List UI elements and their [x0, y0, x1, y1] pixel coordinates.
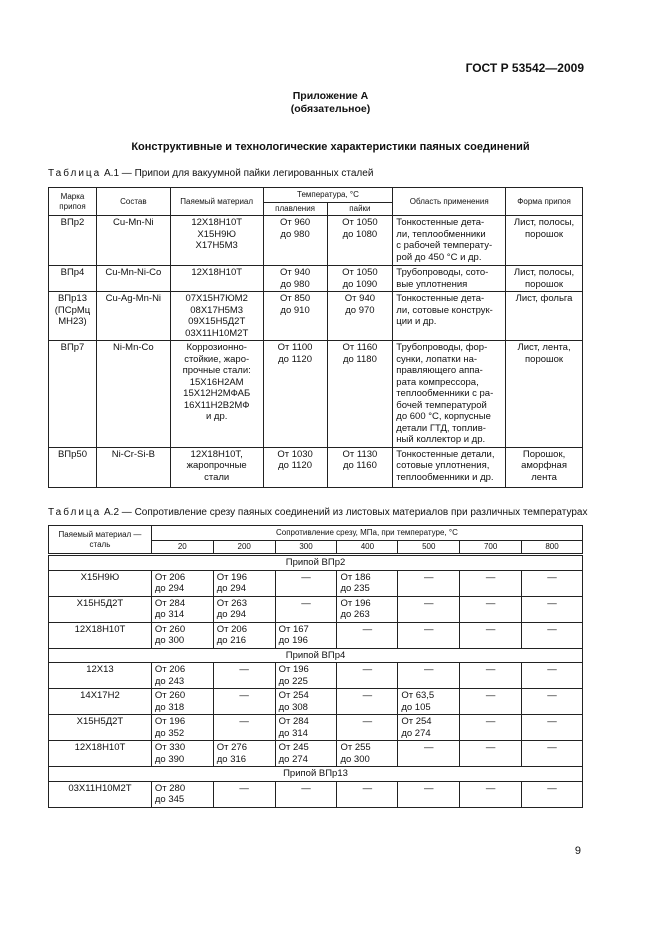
application-cell: Трубопроводы, фор- сунки, лопатки на- правляющего аппа- рата компрессора, теплообменники с ра- бочей температурой до 600 °С, корпусные детали ГТД, топлив- ный коллектор и др.	[393, 341, 506, 448]
melting-cell: От 960 до 980	[263, 216, 327, 266]
form-cell: Лист, фольга	[506, 292, 583, 341]
strength-cell: —	[398, 570, 460, 596]
strength-cell: От 254 до 274	[398, 715, 460, 741]
strength-cell: —	[337, 715, 398, 741]
strength-cell: —	[398, 741, 460, 767]
col-temperature: Температура, °С	[263, 188, 393, 203]
table1-caption	[48, 168, 373, 179]
col-temp-200: 200	[213, 541, 275, 555]
col-composition: Состав	[96, 188, 170, 216]
solder-group-label: Припой ВПр2	[49, 555, 583, 571]
page-number: 9	[574, 845, 581, 857]
col-material: Паяемый материал	[170, 188, 263, 216]
strength-cell: От 196 до 352	[151, 715, 213, 741]
grade-cell: ВПр50	[49, 447, 97, 487]
strength-cell: —	[522, 715, 583, 741]
table-row	[49, 447, 583, 487]
composition-cell: Ni-Cr-Si-B	[96, 447, 170, 487]
application-cell: Тонкостенные дета- ли, сотовые конструк- ции и др.	[393, 292, 506, 341]
grade-cell: ВПр13 (ПСрМц МН23)	[49, 292, 97, 341]
strength-cell: От 280 до 345	[151, 781, 213, 807]
composition-cell: Ni-Mn-Co	[96, 341, 170, 448]
steel-cell: Х15Н5Д2Т	[49, 715, 152, 741]
table-row	[49, 663, 583, 689]
material-cell: 07Х15Н7ЮМ2 08Х17Н5М3 09Х15Н5Д2Т 03Х11Н10М2Т	[170, 292, 263, 341]
steel-cell: Х15Н9Ю	[49, 570, 152, 596]
table-row	[49, 781, 583, 807]
application-cell: Тонкостенные детали, сотовые уплотнения, теплообменники и др.	[393, 447, 506, 487]
grade-cell: ВПр4	[49, 266, 97, 292]
strength-cell: —	[522, 570, 583, 596]
col-steel: Паяемый материал — сталь	[49, 526, 152, 555]
steel-cell: 12Х13	[49, 663, 152, 689]
col-temp-700: 700	[460, 541, 522, 555]
strength-cell: От 63,5 до 105	[398, 689, 460, 715]
solders-table	[48, 187, 583, 488]
col-temp-800: 800	[522, 541, 583, 555]
col-temp-300: 300	[275, 541, 337, 555]
strength-cell: —	[337, 663, 398, 689]
steel-cell: 12Х18Н10Т	[49, 741, 152, 767]
strength-cell: От 284 до 314	[151, 596, 213, 622]
table-row	[49, 689, 583, 715]
melting-cell: От 850 до 910	[263, 292, 327, 341]
solder-group-row	[49, 648, 583, 663]
strength-cell: От 254 до 308	[275, 689, 337, 715]
strength-cell: —	[398, 622, 460, 648]
strength-cell: —	[460, 596, 522, 622]
table-row	[49, 570, 583, 596]
strength-cell: —	[460, 622, 522, 648]
strength-cell: От 263 до 294	[213, 596, 275, 622]
steel-cell: 03Х11Н10М2Т	[49, 781, 152, 807]
steel-cell: 14Х17Н2	[49, 689, 152, 715]
standard-number: ГОСТ Р 53542—2009	[465, 61, 584, 75]
solder-group-row	[49, 767, 583, 782]
table-row	[49, 292, 583, 341]
strength-cell: —	[213, 663, 275, 689]
strength-cell: —	[398, 781, 460, 807]
composition-cell: Cu-Ag-Mn-Ni	[96, 292, 170, 341]
table-row	[49, 216, 583, 266]
strength-cell: От 206 до 243	[151, 663, 213, 689]
material-cell: 12Х18Н10Т	[170, 266, 263, 292]
strength-cell: —	[522, 622, 583, 648]
strength-cell: —	[213, 689, 275, 715]
table2-caption-label: Таблица	[48, 507, 102, 518]
application-cell: Трубопроводы, сото- вые уплотнения	[393, 266, 506, 292]
composition-cell: Cu-Mn-Ni-Co	[96, 266, 170, 292]
strength-cell: От 260 до 300	[151, 622, 213, 648]
strength-cell: —	[213, 715, 275, 741]
strength-cell: —	[337, 689, 398, 715]
col-form: Форма припоя	[506, 188, 583, 216]
strength-cell: От 206 до 216	[213, 622, 275, 648]
table-row	[49, 741, 583, 767]
strength-cell: —	[337, 622, 398, 648]
solder-group-row	[49, 555, 583, 571]
strength-cell: —	[460, 570, 522, 596]
strength-cell: —	[460, 715, 522, 741]
col-grade: Марка припоя	[49, 188, 97, 216]
strength-cell: От 284 до 314	[275, 715, 337, 741]
melting-cell: От 1030 до 1120	[263, 447, 327, 487]
strength-cell: От 196 до 263	[337, 596, 398, 622]
strength-cell: От 330 до 390	[151, 741, 213, 767]
strength-cell: —	[522, 596, 583, 622]
strength-cell: —	[213, 781, 275, 807]
strength-cell: От 186 до 235	[337, 570, 398, 596]
brazing-cell: От 940 до 970	[327, 292, 393, 341]
composition-cell: Cu-Mn-Ni	[96, 216, 170, 266]
section-title: Конструктивные и технологические характеристики паяных соединений	[131, 141, 530, 153]
strength-cell: —	[522, 689, 583, 715]
form-cell: Лист, полосы, порошок	[506, 266, 583, 292]
strength-cell: От 260 до 318	[151, 689, 213, 715]
brazing-cell: От 1050 до 1090	[327, 266, 393, 292]
strength-cell: От 196 до 225	[275, 663, 337, 689]
table2-caption	[48, 507, 587, 518]
col-melting: плавления	[263, 203, 327, 216]
strength-cell: От 167 до 196	[275, 622, 337, 648]
col-temp-400: 400	[337, 541, 398, 555]
melting-cell: От 940 до 980	[263, 266, 327, 292]
strength-cell: От 196 до 294	[213, 570, 275, 596]
steel-cell: 12Х18Н10Т	[49, 622, 152, 648]
form-cell: Лист, полосы, порошок	[506, 216, 583, 266]
table2-caption-text: А.2 — Сопротивление срезу паяных соединений из листовых материалов при различных температурах	[104, 507, 588, 518]
table1-caption-label: Таблица	[48, 168, 102, 179]
material-cell: 12Х18Н10Т Х15Н9Ю Х17Н5М3	[170, 216, 263, 266]
strength-cell: —	[275, 781, 337, 807]
material-cell: Коррозионно- стойкие, жаро- прочные стали: 15Х16Н2АМ 15Х12Н2МФАБ 16Х11Н2В2МФ и др.	[170, 341, 263, 448]
strength-cell: —	[460, 781, 522, 807]
brazing-cell: От 1050 до 1080	[327, 216, 393, 266]
strength-cell: —	[522, 741, 583, 767]
form-cell: Порошок, аморфная лента	[506, 447, 583, 487]
strength-cell: —	[275, 596, 337, 622]
melting-cell: От 1100 до 1120	[263, 341, 327, 448]
solder-group-label: Припой ВПр13	[49, 767, 583, 782]
form-cell: Лист, лента, порошок	[506, 341, 583, 448]
brazing-cell: От 1160 до 1180	[327, 341, 393, 448]
strength-cell: —	[460, 741, 522, 767]
col-application: Область применения	[393, 188, 506, 216]
strength-cell: —	[460, 689, 522, 715]
col-brazing: пайки	[327, 203, 393, 216]
strength-cell: От 206 до 294	[151, 570, 213, 596]
strength-cell: От 255 до 300	[337, 741, 398, 767]
col-temp-20: 20	[151, 541, 213, 555]
table-row	[49, 341, 583, 448]
material-cell: 12Х18Н10Т, жаропрочные стали	[170, 447, 263, 487]
strength-cell: —	[337, 781, 398, 807]
col-temp-500: 500	[398, 541, 460, 555]
solder-group-label: Припой ВПр4	[49, 648, 583, 663]
strength-cell: От 245 до 274	[275, 741, 337, 767]
appendix-heading	[0, 90, 661, 116]
table-row	[49, 266, 583, 292]
table1-caption-text: А.1 — Припои для вакуумной пайки легированных сталей	[104, 168, 374, 179]
strength-cell: —	[522, 663, 583, 689]
table-row	[49, 715, 583, 741]
table-row	[49, 622, 583, 648]
strength-cell: От 276 до 316	[213, 741, 275, 767]
appendix-note: (обязательное)	[290, 103, 371, 115]
shear-strength-table	[48, 525, 583, 808]
grade-cell: ВПр2	[49, 216, 97, 266]
strength-cell: —	[460, 663, 522, 689]
col-strength: Сопротивление срезу, МПа, при температуре, °С	[151, 526, 582, 541]
strength-cell: —	[398, 596, 460, 622]
strength-cell: —	[275, 570, 337, 596]
steel-cell: Х15Н5Д2Т	[49, 596, 152, 622]
strength-cell: —	[398, 663, 460, 689]
grade-cell: ВПр7	[49, 341, 97, 448]
appendix-title: Приложение А	[292, 90, 369, 102]
application-cell: Тонкостенные дета- ли, теплообменники с рабочей температу- рой до 450 °С и др.	[393, 216, 506, 266]
brazing-cell: От 1130 до 1160	[327, 447, 393, 487]
strength-cell: —	[522, 781, 583, 807]
table-row	[49, 596, 583, 622]
